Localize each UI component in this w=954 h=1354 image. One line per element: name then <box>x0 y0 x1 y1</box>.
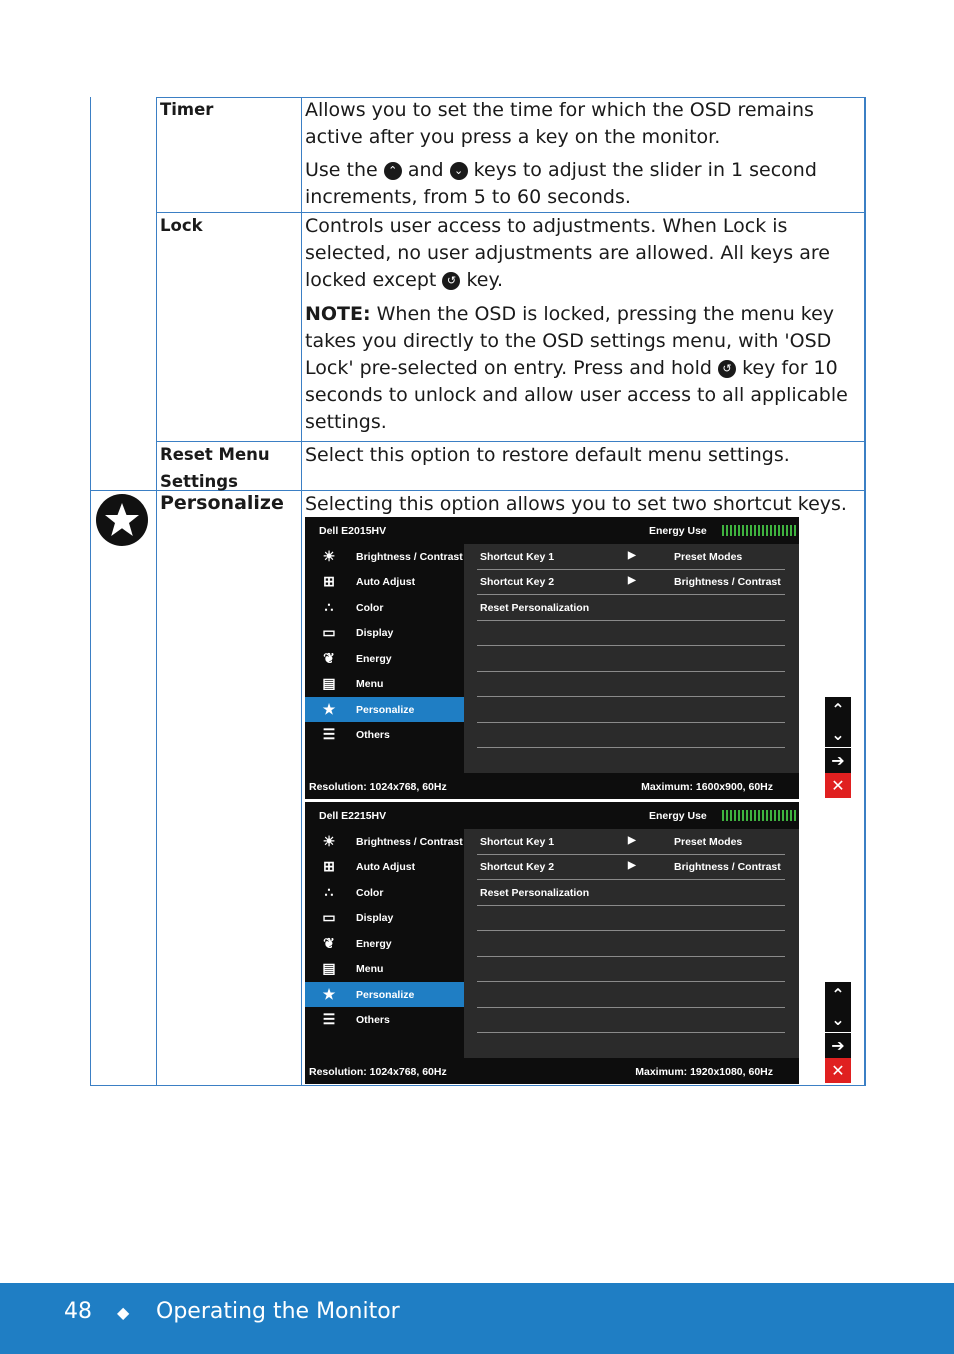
lock-note-para <box>305 301 850 436</box>
star-icon: ★ <box>322 701 336 717</box>
osd-menu-label: Brightness / Contrast <box>356 551 463 563</box>
table-col-divider-1 <box>156 97 157 1086</box>
osd-resolution: Resolution: 1024x768, 60Hz <box>309 781 447 793</box>
osd-energy-label: Energy Use <box>649 810 707 822</box>
osd-status-bar <box>305 773 799 799</box>
row-desc-lock <box>305 213 850 436</box>
osd-menu-item[interactable] <box>305 671 464 696</box>
row-desc-timer <box>305 97 845 211</box>
note-text-b: key for 10 seconds to unlock and allow user access to all applicable settings. <box>305 357 848 433</box>
submenu-value: Preset Modes <box>674 836 743 848</box>
submenu-empty-row <box>477 956 785 982</box>
page-number: 48 <box>64 1299 92 1324</box>
brightness-icon: ☀ <box>322 833 336 849</box>
row-desc-reset-menu-settings: Select this option to restore default menu settings. <box>305 444 790 466</box>
osd-title-bar <box>305 802 799 829</box>
submenu-empty-row <box>477 620 785 646</box>
osd-screenshot <box>305 517 799 799</box>
energy-meter <box>722 810 798 821</box>
osd-menu-label: Energy <box>356 938 392 950</box>
submenu-row[interactable] <box>477 595 785 621</box>
timer-text-c: keys to adjust the slider in 1 second increments, from 5 to 60 seconds. <box>305 159 817 208</box>
arrow-right-icon: ▶ <box>628 575 636 586</box>
row-name-lock: Lock <box>160 216 203 235</box>
osd-menu-label: Auto Adjust <box>356 861 416 873</box>
note-label: NOTE: <box>305 303 371 325</box>
submenu-value: Brightness / Contrast <box>674 576 781 588</box>
arrow-right-icon: ▶ <box>628 860 636 871</box>
timer-desc-para1: Allows you to set the time for which the OSD remains active after you press a key on the monitor. <box>305 99 814 148</box>
row-name-timer: Timer <box>160 100 214 119</box>
submenu-empty-row <box>477 931 785 957</box>
osd-menu-item[interactable] <box>305 905 464 930</box>
osd-submenu <box>464 829 799 1058</box>
table-col-divider-2 <box>301 97 302 1086</box>
right-arrow-icon[interactable]: ➔ <box>825 748 851 773</box>
display-icon: ▭ <box>322 624 336 640</box>
osd-maximum: Maximum: 1600x900, 60Hz <box>641 781 773 793</box>
energy-leaf-icon: ❦ <box>323 935 335 951</box>
osd-menu-item[interactable] <box>305 1007 464 1032</box>
energy-meter <box>722 525 798 536</box>
submenu-empty-row <box>477 697 785 723</box>
submenu-row[interactable] <box>477 829 785 855</box>
osd-menu-label: Brightness / Contrast <box>356 836 463 848</box>
lock-text-b: key. <box>466 269 504 291</box>
arrow-right-icon: ▶ <box>628 835 636 846</box>
timer-text-a: Use the <box>305 159 378 181</box>
osd-menu-label: Energy <box>356 653 392 665</box>
osd-menu-item-selected[interactable] <box>305 697 464 722</box>
up-key-icon: ⌃ <box>384 162 402 180</box>
up-arrow-icon[interactable]: ⌃ <box>825 982 851 1007</box>
osd-menu-item[interactable] <box>305 854 464 879</box>
osd-menu-label: Display <box>356 912 394 924</box>
osd-model-name: Dell E2015HV <box>319 525 387 537</box>
osd-resolution: Resolution: 1024x768, 60Hz <box>309 1066 447 1078</box>
osd-menu-item[interactable] <box>305 931 464 956</box>
others-sliders-icon: ☰ <box>322 726 336 742</box>
osd-menu-label: Menu <box>356 678 384 690</box>
osd-menu-item[interactable] <box>305 595 464 620</box>
submenu-row[interactable] <box>477 544 785 570</box>
osd-menu-label: Display <box>356 627 394 639</box>
submenu-row[interactable] <box>477 854 785 880</box>
down-arrow-icon[interactable]: ⌄ <box>825 1007 851 1032</box>
osd-menu-item[interactable] <box>305 829 464 854</box>
osd-menu-label: Auto Adjust <box>356 576 416 588</box>
submenu-empty-row <box>477 748 785 774</box>
row-name-reset-menu-settings: Reset Menu Settings <box>160 445 270 491</box>
osd-key-strip <box>825 697 851 798</box>
brightness-icon: ☀ <box>322 548 336 564</box>
energy-leaf-icon: ❦ <box>323 650 335 666</box>
menu-icon: ▤ <box>322 675 336 691</box>
personalize-star-icon <box>96 494 148 546</box>
lock-desc-para1 <box>305 213 850 294</box>
osd-menu-item[interactable] <box>305 544 464 569</box>
diamond-icon: ◆ <box>117 1303 130 1322</box>
osd-menu-item[interactable] <box>305 569 464 594</box>
osd-menu-item[interactable] <box>305 620 464 645</box>
submenu-empty-row <box>477 1007 785 1033</box>
osd-menu-label: Color <box>356 887 384 899</box>
close-icon[interactable]: ✕ <box>825 773 851 798</box>
submenu-label: Shortcut Key 1 <box>480 836 555 848</box>
up-arrow-icon[interactable]: ⌃ <box>825 697 851 722</box>
back-key-icon: ↺ <box>442 272 460 290</box>
osd-menu-item[interactable] <box>305 880 464 905</box>
osd-submenu <box>464 544 799 773</box>
row-desc-personalize: Selecting this option allows you to set two shortcut keys. <box>305 493 847 515</box>
osd-menu-label: Color <box>356 602 384 614</box>
display-icon: ▭ <box>322 909 336 925</box>
section-title: Operating the Monitor <box>156 1299 400 1324</box>
submenu-empty-row <box>477 646 785 672</box>
osd-key-strip <box>825 982 851 1083</box>
osd-status-bar <box>305 1058 799 1084</box>
lock-text-a: Controls user access to adjustments. When Lock is selected, no user adjustments are allowed. All keys are locked except <box>305 215 830 291</box>
submenu-value: Brightness / Contrast <box>674 861 781 873</box>
osd-menu-item-selected[interactable] <box>305 982 464 1007</box>
arrow-right-icon: ▶ <box>628 550 636 561</box>
osd-menu-label: Personalize <box>356 989 415 1001</box>
row-name-personalize: Personalize <box>160 492 284 514</box>
auto-adjust-icon: ⊞ <box>323 573 335 589</box>
auto-adjust-icon: ⊞ <box>323 858 335 874</box>
submenu-label: Shortcut Key 1 <box>480 551 555 563</box>
osd-maximum: Maximum: 1920x1080, 60Hz <box>635 1066 773 1078</box>
osd-screenshot <box>305 802 799 1084</box>
submenu-value: Preset Modes <box>674 551 743 563</box>
osd-menu-label: Others <box>356 729 390 741</box>
close-icon[interactable]: ✕ <box>825 1058 851 1083</box>
right-arrow-icon[interactable]: ➔ <box>825 1033 851 1058</box>
osd-menu-label: Personalize <box>356 704 415 716</box>
submenu-empty-row <box>477 982 785 1008</box>
osd-menu-label: Menu <box>356 963 384 975</box>
color-icon: ∴ <box>324 599 334 615</box>
submenu-label: Reset Personalization <box>480 887 590 899</box>
submenu-label: Shortcut Key 2 <box>480 861 555 873</box>
menu-icon: ▤ <box>322 960 336 976</box>
osd-menu-item[interactable] <box>305 646 464 671</box>
osd-menu-item[interactable] <box>305 722 464 747</box>
others-sliders-icon: ☰ <box>322 1011 336 1027</box>
star-icon: ★ <box>322 986 336 1002</box>
submenu-row[interactable] <box>477 569 785 595</box>
down-arrow-icon[interactable]: ⌄ <box>825 722 851 747</box>
osd-energy-label: Energy Use <box>649 525 707 537</box>
color-icon: ∴ <box>324 884 334 900</box>
back-key-icon: ↺ <box>718 360 736 378</box>
submenu-empty-row <box>477 905 785 931</box>
submenu-label: Reset Personalization <box>480 602 590 614</box>
note-text-a: When the OSD is locked, pressing the menu key takes you directly to the OSD settings menu, with 'OSD Lock' pre-selected on entry. Press and hold <box>305 303 835 379</box>
osd-model-name: Dell E2215HV <box>319 810 387 822</box>
osd-menu-label: Others <box>356 1014 390 1026</box>
osd-main-menu <box>305 544 464 773</box>
osd-menu-item[interactable] <box>305 956 464 981</box>
submenu-label: Shortcut Key 2 <box>480 576 555 588</box>
submenu-empty-row <box>477 1033 785 1059</box>
timer-desc-para2 <box>305 157 845 211</box>
osd-title-bar <box>305 517 799 544</box>
table-border-bottom <box>90 1085 865 1086</box>
osd-main-menu <box>305 829 464 1058</box>
timer-text-b: and <box>407 159 444 181</box>
submenu-row[interactable] <box>477 880 785 906</box>
table-border-left <box>90 97 91 1086</box>
page-footer <box>0 1283 954 1354</box>
table-border-right <box>864 97 866 1086</box>
down-key-icon: ⌄ <box>450 162 468 180</box>
submenu-empty-row <box>477 722 785 748</box>
submenu-empty-row <box>477 671 785 697</box>
